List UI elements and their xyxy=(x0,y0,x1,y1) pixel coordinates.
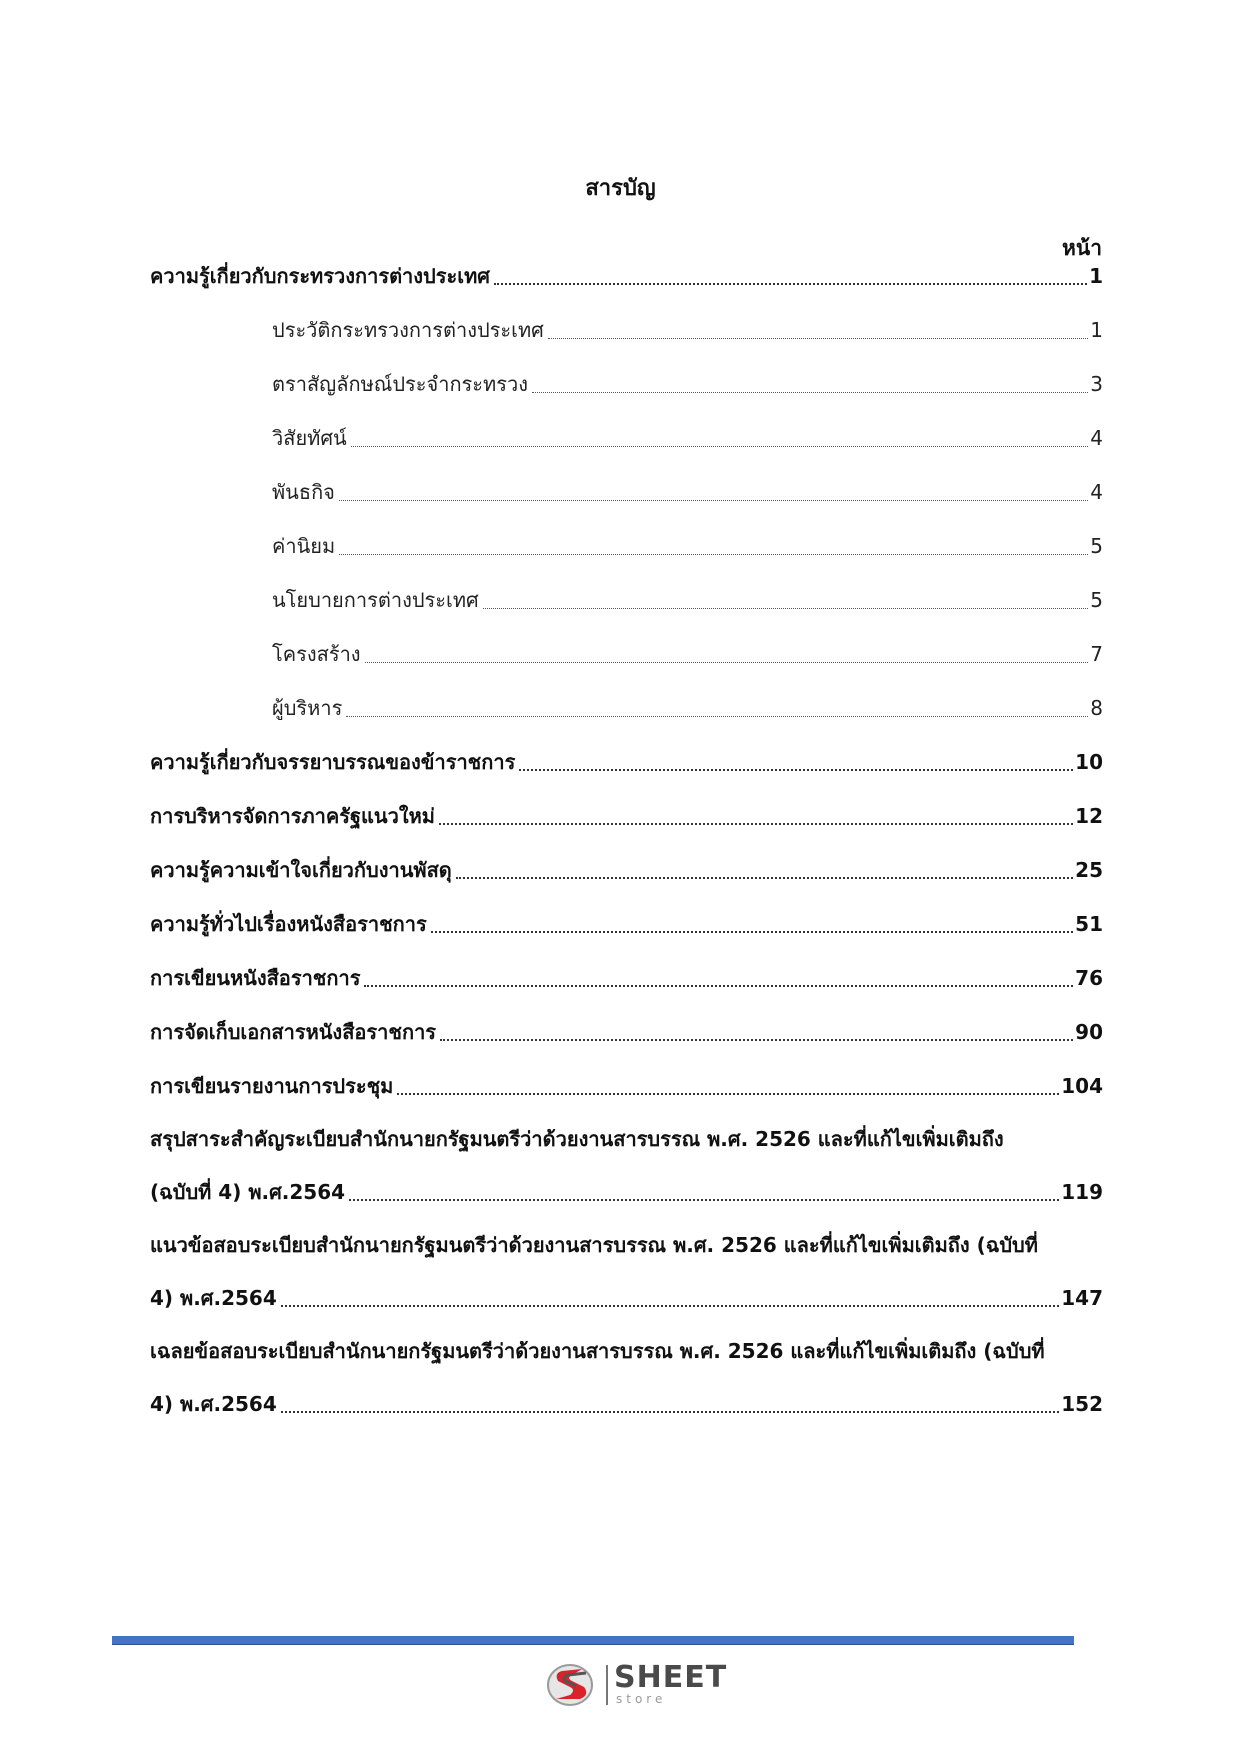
toc-entry-page: 1 xyxy=(1089,264,1103,288)
dot-leader xyxy=(346,715,1088,717)
toc-entry-page: 12 xyxy=(1075,804,1103,828)
toc-entry-page: 5 xyxy=(1090,534,1103,558)
toc-entry-page: 51 xyxy=(1075,912,1103,936)
toc-entry-label: ประวัติกระทรวงการต่างประเทศ xyxy=(272,318,544,342)
dot-leader xyxy=(456,876,1073,879)
toc-entry xyxy=(150,744,1103,780)
toc-entry xyxy=(150,852,1103,888)
toc-entry-page: 25 xyxy=(1075,858,1103,882)
toc-subentry xyxy=(272,474,1103,510)
toc-entry-label: โครงสร้าง xyxy=(272,642,361,666)
dot-leader xyxy=(439,822,1073,825)
toc-entry-page: 1 xyxy=(1090,318,1103,342)
toc-entry-page: 104 xyxy=(1061,1074,1103,1098)
logo-wordmark: SHEET xyxy=(614,1660,728,1695)
dot-leader xyxy=(494,282,1087,285)
toc-entry xyxy=(150,906,1103,942)
dot-leader xyxy=(483,607,1089,609)
toc-entry-label: ความรู้เกี่ยวกับกระทรวงการต่างประเทศ xyxy=(150,264,490,288)
toc-entry-page: 10 xyxy=(1075,750,1103,774)
toc-entry-label: การเขียนหนังสือราชการ xyxy=(150,966,361,990)
dot-leader xyxy=(440,1038,1073,1041)
toc-subentry xyxy=(272,420,1103,456)
logo-divider xyxy=(606,1665,608,1705)
dot-leader xyxy=(519,768,1073,771)
toc-entry-label: 4) พ.ศ.2564 xyxy=(150,1392,277,1416)
sheet-store-logo xyxy=(546,1659,728,1709)
logo-subtext: store xyxy=(616,1692,667,1706)
toc-entry-line1: สรุปสาระสำคัญระเบียบสำนักนายกรัฐมนตรีว่าด้วยงานสารบรรณ พ.ศ. 2526 และที่แก้ไขเพิ่มเติมถึง xyxy=(150,1127,1004,1151)
toc-entry xyxy=(150,1386,1103,1422)
toc-entry-label: ความรู้เกี่ยวกับจรรยาบรรณของข้าราชการ xyxy=(150,750,516,774)
toc-entry-label: ตราสัญลักษณ์ประจำกระทรวง xyxy=(272,372,528,396)
toc-subentry xyxy=(272,528,1103,564)
toc-entry xyxy=(150,1174,1103,1210)
toc-entry-line1: แนวข้อสอบระเบียบสำนักนายกรัฐมนตรีว่าด้วยงานสารบรรณ พ.ศ. 2526 และที่แก้ไขเพิ่มเติมถึง (ฉบับที่ xyxy=(150,1233,1038,1257)
toc-entry-label: พันธกิจ xyxy=(272,480,335,504)
dot-leader xyxy=(364,984,1073,987)
dot-leader xyxy=(349,1198,1059,1201)
toc-subentry xyxy=(272,366,1103,402)
toc-entry-page: 7 xyxy=(1090,642,1103,666)
toc-entry-label: วิสัยทัศน์ xyxy=(272,426,347,450)
toc-entry xyxy=(150,960,1103,996)
toc-entry-page: 76 xyxy=(1075,966,1103,990)
toc-entry-page: 4 xyxy=(1090,426,1103,450)
toc-entry-page: 147 xyxy=(1061,1286,1103,1310)
footer-rule xyxy=(112,1636,1074,1645)
dot-leader xyxy=(397,1092,1059,1095)
toc-entry-label: (ฉบับที่ 4) พ.ศ.2564 xyxy=(150,1180,346,1204)
toc-entry xyxy=(150,1014,1103,1050)
toc-entry-label: ความรู้ทั่วไปเรื่องหนังสือราชการ xyxy=(150,912,427,936)
toc-entry-page: 5 xyxy=(1090,588,1103,612)
toc-entry-label: นโยบายการต่างประเทศ xyxy=(272,588,479,612)
toc-entry-label: ผู้บริหาร xyxy=(272,696,343,720)
dot-leader xyxy=(548,337,1088,339)
toc-entry-label: ความรู้ความเข้าใจเกี่ยวกับงานพัสดุ xyxy=(150,858,452,882)
dot-leader xyxy=(431,930,1073,933)
toc-subentry xyxy=(272,582,1103,618)
toc-entry-page: 4 xyxy=(1090,480,1103,504)
toc-entry-page: 152 xyxy=(1061,1392,1103,1416)
toc-subentry xyxy=(272,690,1103,726)
dot-leader xyxy=(351,445,1089,447)
toc-entry-label: 4) พ.ศ.2564 xyxy=(150,1286,277,1310)
dot-leader xyxy=(365,661,1089,663)
toc-entry-page: 90 xyxy=(1075,1020,1103,1044)
toc-entry-label: ค่านิยม xyxy=(272,534,336,558)
page-column-header: หน้า xyxy=(1062,236,1102,260)
toc-entry-page: 3 xyxy=(1090,372,1103,396)
dot-leader xyxy=(281,1410,1059,1413)
sheet-store-s-logo-icon xyxy=(546,1659,600,1709)
dot-leader xyxy=(339,553,1088,555)
toc-entry xyxy=(150,798,1103,834)
toc-entry-label: การบริหารจัดการภาครัฐแนวใหม่ xyxy=(150,804,435,828)
toc-entry-page: 8 xyxy=(1090,696,1103,720)
dot-leader xyxy=(339,499,1088,501)
toc-entry-page: 119 xyxy=(1061,1180,1103,1204)
toc-entry-line1: เฉลยข้อสอบระเบียบสำนักนายกรัฐมนตรีว่าด้วยงานสารบรรณ พ.ศ. 2526 และที่แก้ไขเพิ่มเติมถึง (ฉบับที่ xyxy=(150,1339,1045,1363)
toc-subentry xyxy=(272,312,1103,348)
dot-leader xyxy=(532,391,1088,393)
toc-entry xyxy=(150,1280,1103,1316)
page-title: สารบัญ xyxy=(585,176,656,201)
toc-entry-label: การเขียนรายงานการประชุม xyxy=(150,1074,394,1098)
toc-entry-label: การจัดเก็บเอกสารหนังสือราชการ xyxy=(150,1020,437,1044)
toc-subentry xyxy=(272,636,1103,672)
toc-entry xyxy=(150,1068,1103,1104)
dot-leader xyxy=(281,1304,1059,1307)
toc-entry xyxy=(150,258,1103,294)
